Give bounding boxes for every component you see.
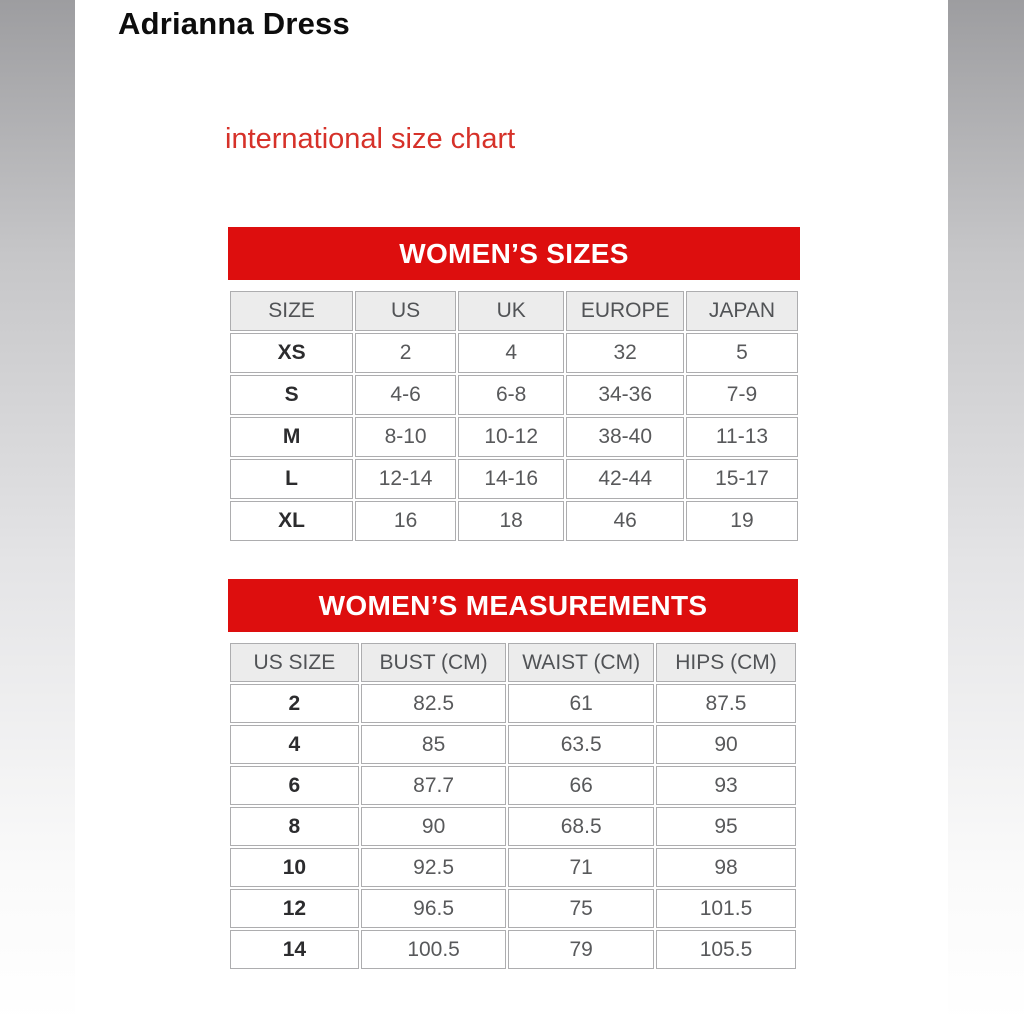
- table-cell: 8-10: [355, 417, 456, 457]
- size-label-cell: 8: [230, 807, 359, 846]
- table-row: [230, 848, 796, 887]
- table-row: [230, 375, 798, 415]
- table-cell: 5: [686, 333, 798, 373]
- table-cell: 100.5: [361, 930, 507, 969]
- size-label-cell: 6: [230, 766, 359, 805]
- table-cell: 10-12: [458, 417, 564, 457]
- table-cell: 71: [508, 848, 654, 887]
- column-header-us: US: [355, 291, 456, 331]
- table-cell: 16: [355, 501, 456, 541]
- table-cell: 2: [355, 333, 456, 373]
- table-cell: 4: [458, 333, 564, 373]
- size-label-cell: 10: [230, 848, 359, 887]
- table-cell: 14-16: [458, 459, 564, 499]
- column-header-bust: BUST (CM): [361, 643, 507, 682]
- table-cell: 15-17: [686, 459, 798, 499]
- table-header-row: [230, 291, 798, 331]
- womens-measurements-section: [228, 579, 798, 971]
- size-label-cell: S: [230, 375, 353, 415]
- size-label-cell: M: [230, 417, 353, 457]
- table-cell: 98: [656, 848, 796, 887]
- size-label-cell: 14: [230, 930, 359, 969]
- table-cell: 66: [508, 766, 654, 805]
- table-cell: 32: [566, 333, 684, 373]
- column-header-uk: UK: [458, 291, 564, 331]
- column-header-size: SIZE: [230, 291, 353, 331]
- table-cell: 79: [508, 930, 654, 969]
- right-gradient-strip: [948, 0, 1024, 1024]
- table-cell: 38-40: [566, 417, 684, 457]
- table-cell: 93: [656, 766, 796, 805]
- column-header-japan: JAPAN: [686, 291, 798, 331]
- size-chart-subtitle: international size chart: [225, 123, 516, 155]
- table-cell: 18: [458, 501, 564, 541]
- table-cell: 95: [656, 807, 796, 846]
- size-label-cell: L: [230, 459, 353, 499]
- table-cell: 19: [686, 501, 798, 541]
- table-cell: 34-36: [566, 375, 684, 415]
- table-header-row: [230, 643, 796, 682]
- table-row: [230, 807, 796, 846]
- table-cell: 75: [508, 889, 654, 928]
- table-row: [230, 725, 796, 764]
- size-label-cell: XS: [230, 333, 353, 373]
- column-header-hips: HIPS (CM): [656, 643, 796, 682]
- womens-measurements-table: [228, 641, 798, 971]
- column-header-europe: EUROPE: [566, 291, 684, 331]
- table-cell: 11-13: [686, 417, 798, 457]
- table-cell: 90: [656, 725, 796, 764]
- table-cell: 101.5: [656, 889, 796, 928]
- size-label-cell: XL: [230, 501, 353, 541]
- table-cell: 42-44: [566, 459, 684, 499]
- womens-measurements-banner: [228, 579, 798, 632]
- table-cell: 6-8: [458, 375, 564, 415]
- size-label-cell: 12: [230, 889, 359, 928]
- table-row: [230, 766, 796, 805]
- table-cell: 87.5: [656, 684, 796, 723]
- table-row: [230, 333, 798, 373]
- table-cell: 96.5: [361, 889, 507, 928]
- table-cell: 63.5: [508, 725, 654, 764]
- table-row: [230, 459, 798, 499]
- column-header-waist: WAIST (CM): [508, 643, 654, 682]
- table-row: [230, 501, 798, 541]
- table-row: [230, 684, 796, 723]
- size-label-cell: 2: [230, 684, 359, 723]
- womens-sizes-table: [228, 289, 800, 543]
- left-gradient-strip: [0, 0, 75, 1024]
- page-title: Adrianna Dress: [118, 6, 350, 41]
- womens-measurements-banner-label: WOMEN’S MEASUREMENTS: [318, 589, 708, 621]
- table-cell: 46: [566, 501, 684, 541]
- table-cell: 82.5: [361, 684, 507, 723]
- table-row: [230, 889, 796, 928]
- table-row: [230, 930, 796, 969]
- table-cell: 7-9: [686, 375, 798, 415]
- column-header-us-size: US SIZE: [230, 643, 359, 682]
- table-cell: 105.5: [656, 930, 796, 969]
- size-label-cell: 4: [230, 725, 359, 764]
- table-cell: 12-14: [355, 459, 456, 499]
- womens-sizes-section: [228, 227, 800, 543]
- womens-sizes-banner: [228, 227, 800, 280]
- table-cell: 68.5: [508, 807, 654, 846]
- table-cell: 85: [361, 725, 507, 764]
- table-cell: 92.5: [361, 848, 507, 887]
- table-cell: 87.7: [361, 766, 507, 805]
- womens-sizes-banner-label: WOMEN’S SIZES: [399, 237, 629, 269]
- table-cell: 90: [361, 807, 507, 846]
- table-row: [230, 417, 798, 457]
- table-cell: 61: [508, 684, 654, 723]
- table-cell: 4-6: [355, 375, 456, 415]
